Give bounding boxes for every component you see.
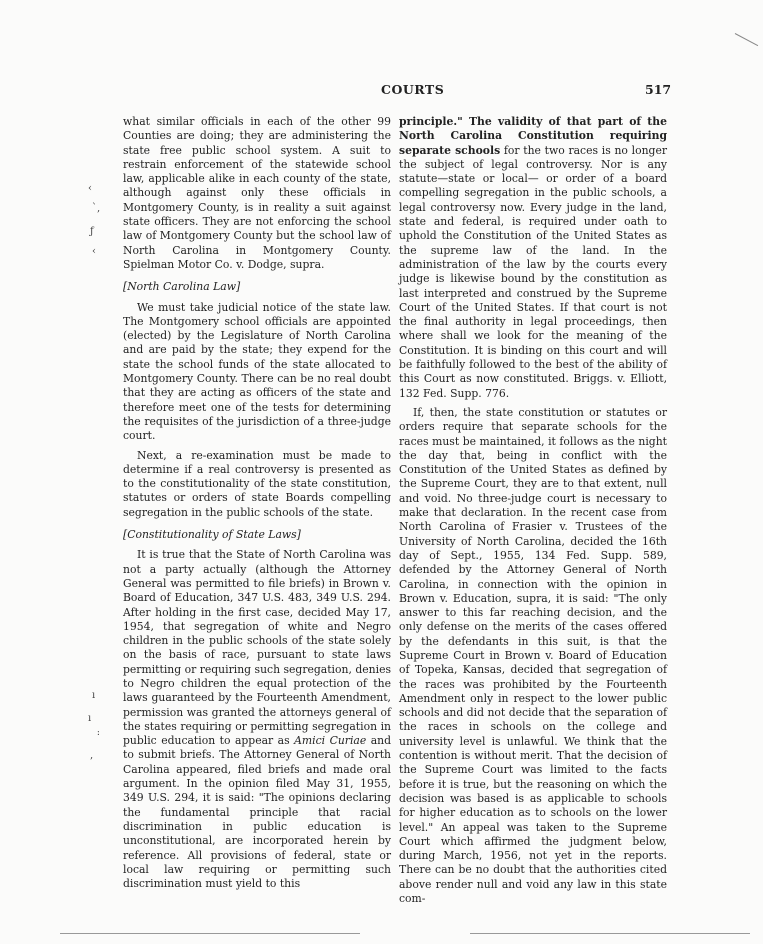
corner-pen-stroke bbox=[735, 33, 758, 46]
paragraph: If, then, the state constitution or statutes or orders require that separate schools for the races must be maintained, it follows as the night the day that, being in conflict with the Constitution of the United States as defined by the Supreme Court, they are to that extent, null and void. No three-judge court is necessary to make that declaration. In the recent case from North Carolina of Frasier v. Trustees of the University of North Carolina, decided the 16th day of Sept., 1955, 134 Fed. Supp. 589, defended by the Attorney General of North Carolina, in connection with the opinion in Brown v. Education, supra, it is said: "The only answer to this far reaching decision, and the only defense on the merits of the cases offered by the defendants in this suit, is that the Supreme Court in Brown v. Board of Education of Topeka, Kansas, decided that segregation of the races was prohibited by the Fourteenth Amendment only in respect to the lower public schools and did not decide that the separation of the races in schools on the college and university level is unlawful. We think that the contention is without merit. That the decision of the Supreme Court was limited to the facts before it is true, but the reasoning on which the decision was based is as applicable to schools for higher education as to schools on the lower level." An appeal was taken to the Supreme Court which affirmed the judgment below, during March, 1956, not yet in the reports. There can be no doubt that the authorities cited above render null and void any law in this state com- bbox=[399, 405, 667, 906]
right-column bbox=[399, 115, 667, 911]
bottom-rule bbox=[60, 933, 360, 934]
italic-term: Amici Curiae bbox=[294, 734, 367, 748]
left-column bbox=[123, 115, 391, 896]
paragraph: what similar officials in each of the other 99 Counties are doing; they are administering the state free public school system. A suit to restrain enforcement of the statewide school law, applicable alike in each county of the state, although against only these officials in Montgomery County, is in reality a suit against state officers. They are not enforcing the school law of Montgomery County but the school law of North Carolina in Montgomery County. Spielman Motor Co. v. Dodge, supra. bbox=[123, 115, 391, 271]
text-run: It is true that the State of North Carolina was not a party actually (although the Attorney General was permitted to file briefs) in Brown v. Board of Education, 347 U.S. 483, 349 U.S. 294. After holding in the first case, decided May 17, 1954, that segregation of white and Negro children in the public schools of the state solely on the basis of race, pursuant to state laws permitting or requiring such segregation, denies to Negro children the equal protection of the laws guaranteed by the Fourteenth Amendment, permission was granted the attorneys general of the states requiring or permitting segregation in public education to appear as bbox=[123, 548, 391, 748]
text-run: for the two races is no longer the subject of legal controversy. Nor is any statute—state or local— or order of a board compelling segregation in the public schools, a legal controversy now. Every judge in the land, state and federal, is required under oath to uphold the Constitution of the United States as the supreme law of the land. In the administration of the law by the courts every judge is likewise bound by the constitution as last interpreted and construed by the Supreme Court of the United States. If that court is not the final authority in legal proceedings, then where shall we look for the meaning of the Constitution. It is binding on this court and will be faithfully followed to the best of the ability of this Court as now constituted. Briggs. v. Elliott, 132 Fed. Supp. 776. bbox=[399, 143, 667, 400]
margin-mark: `, bbox=[92, 203, 101, 214]
bottom-rule bbox=[470, 933, 750, 934]
margin-mark: , bbox=[90, 750, 94, 761]
margin-mark: ƒ bbox=[90, 226, 94, 237]
bold-text-run: principle." The validity of that part of the North Carolina Constitution requiring separate schools bbox=[399, 115, 667, 157]
paragraph: We must take judicial notice of the state law. The Montgomery school officials are appointed (elected) by the Legislature of North Carolina and are paid by the state; they expend for the state the school funds of the state allocated to Montgomery County. There can be no real doubt that they are acting as officers of the state and therefore meet one of the tests for determining the requisites of the jurisdiction of a three-judge court. bbox=[123, 300, 391, 443]
paragraph: Next, a re-examination must be made to determine if a real controversy is presented as to the constitutionality of the state constitution, statutes or orders of state Boards compelling segregation in the public schools of the state. bbox=[123, 448, 391, 519]
margin-mark: ı bbox=[92, 690, 96, 701]
paragraph bbox=[123, 548, 391, 891]
margin-mark: ꞉ bbox=[97, 728, 100, 739]
section-heading: [North Carolina Law] bbox=[123, 280, 241, 294]
margin-mark: ‹ bbox=[88, 183, 92, 194]
margin-mark: ‹ bbox=[92, 246, 96, 257]
margin-mark: ı bbox=[88, 713, 92, 724]
paragraph bbox=[399, 115, 667, 401]
page-header bbox=[0, 82, 763, 102]
running-head: COURTS bbox=[381, 82, 445, 97]
text-run: and to submit briefs. The Attorney General of North Carolina appeared, filed briefs and made oral argument. In the opinion filed May 31, 1955, 349 U.S. 294, it is said: "The opinions declaring the fundamental principle that racial discrimination in public education is unconstitutional, are incorporated herein by reference. All provisions of federal, state or local law requiring or permitting such discrimination must yield to this bbox=[123, 734, 392, 891]
page-number: 517 bbox=[645, 82, 672, 97]
section-heading: [Constitutionality of State Laws] bbox=[123, 528, 301, 542]
